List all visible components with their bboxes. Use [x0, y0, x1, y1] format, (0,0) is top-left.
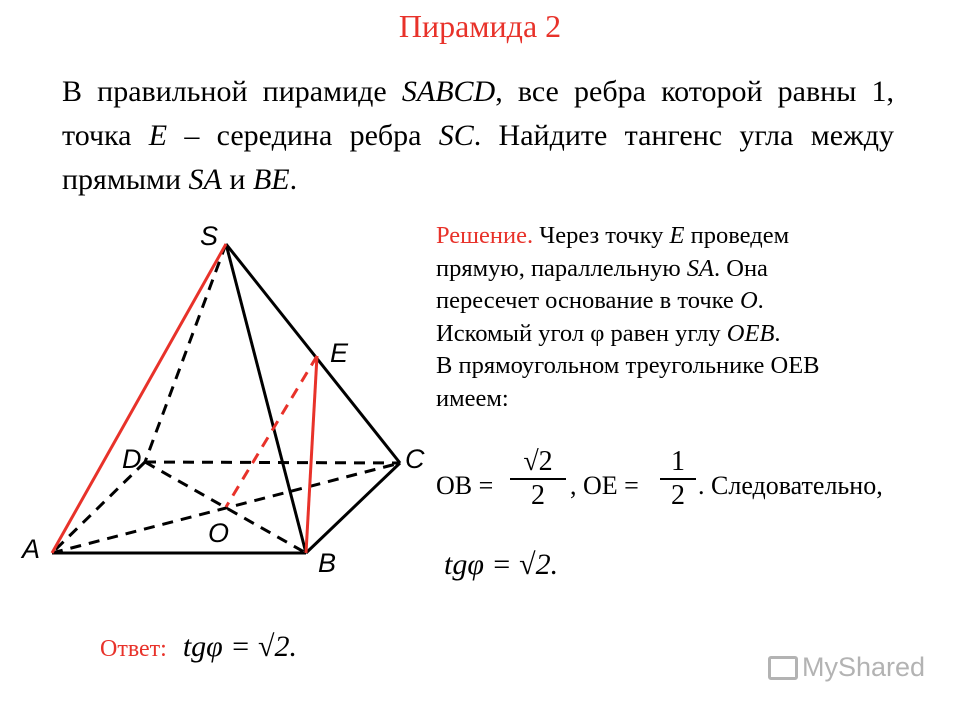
ob-fraction — [510, 446, 566, 512]
edge-sb — [226, 244, 306, 553]
edge-sd — [145, 244, 226, 462]
answer-formula: tgφ = √2. — [182, 630, 297, 663]
logo-text: MyShared — [802, 652, 926, 682]
segment-eo-red — [226, 356, 317, 507]
ob-label: OB = — [436, 471, 494, 500]
problem-statement: В правильной пирамиде SABCD, все ребра которой равны 1, точка E – середина ребра SC. Найдите тангенс угла между прямыми SA и BE. — [62, 75, 895, 196]
logo — [768, 652, 925, 683]
oe-label: , OE = — [570, 471, 639, 500]
conclusion-text: . Следовательно, — [698, 471, 883, 500]
segment-eb-red — [306, 356, 317, 553]
oe-fraction — [660, 446, 696, 512]
answer-label: Ответ: — [100, 636, 167, 662]
edge-sa-red — [52, 244, 226, 553]
answer-block — [100, 630, 297, 664]
solution-text: Решение. Через точку E проведем прямую, параллельную SA. Она пересечет основание в точке O. Искомый угол φ равен углу OEB. В прямоугольном треугольнике OEB имеем: — [436, 222, 820, 412]
label-o: O — [208, 518, 230, 548]
oe-denominator: 2 — [671, 480, 685, 511]
oe-numerator: 1 — [671, 446, 685, 477]
solution-formula: tgφ = √2. — [444, 548, 559, 581]
label-s: S — [200, 221, 219, 251]
edge-dc — [145, 462, 400, 463]
label-b: B — [318, 548, 337, 578]
page-title: Пирамида 2 — [398, 8, 562, 44]
ob-numerator: √2 — [523, 446, 553, 477]
phi-symbol: φ — [590, 319, 605, 347]
ob-denominator: 2 — [531, 480, 545, 511]
solution-heading: Решение. — [436, 222, 534, 249]
label-d: D — [122, 444, 142, 474]
label-c: C — [405, 444, 425, 474]
logo-icon — [768, 656, 798, 680]
label-a: A — [22, 534, 41, 564]
label-e: E — [330, 338, 349, 368]
edge-da — [52, 462, 145, 553]
